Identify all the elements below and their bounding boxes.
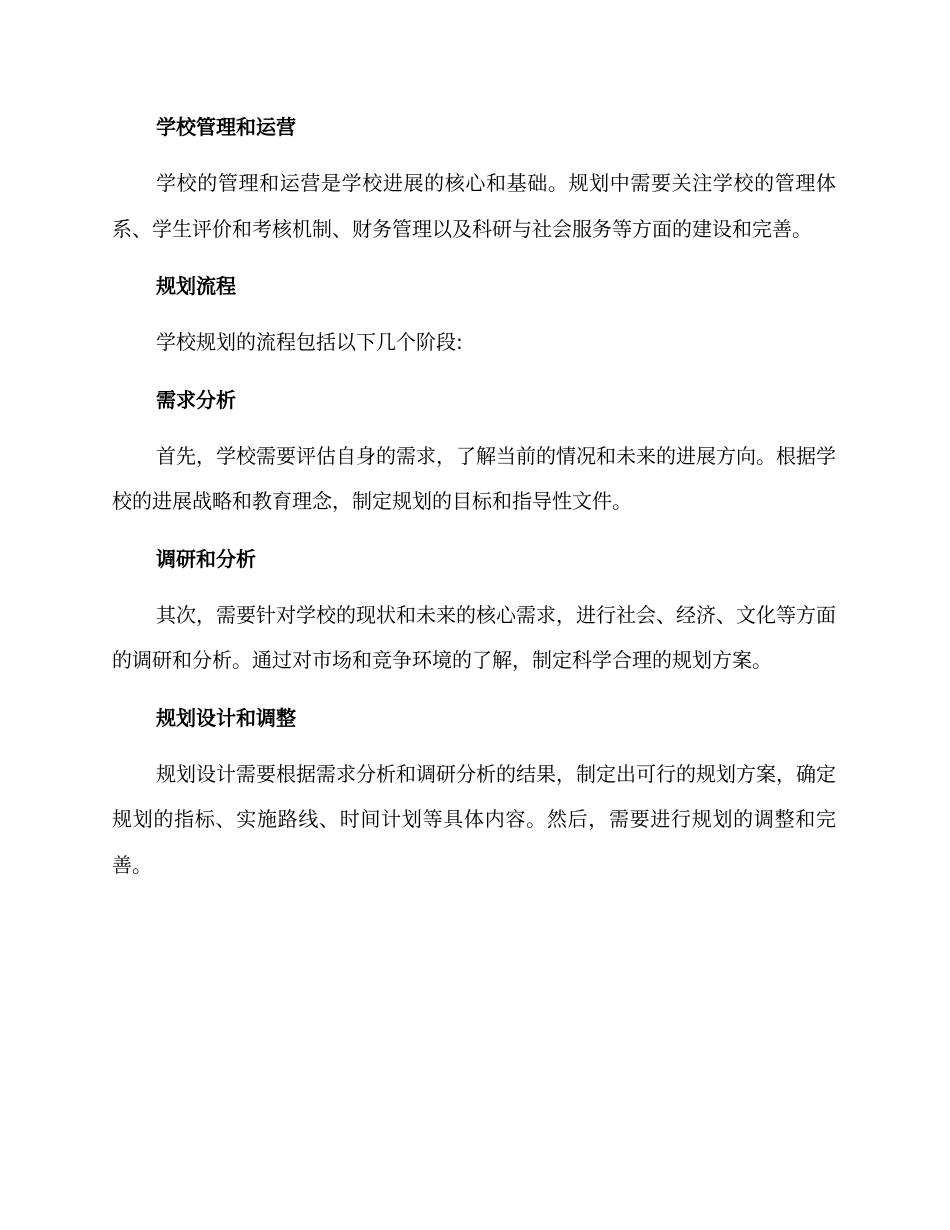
section-paragraph-design-adjustment: 规划设计需要根据需求分析和调研分析的结果，制定出可行的规划方案，确定规划的指标、实施路线、时间计划等具体内容。然后，需要进行规划的调整和完善。 [112,761,836,877]
section-heading-design-adjustment: 规划设计和调整 [156,705,296,730]
section-heading-management: 学校管理和运营 [156,115,296,139]
section-heading-research-analysis: 调研和分析 [156,546,256,571]
section-heading-planning-process: 规划流程 [156,274,236,298]
section-paragraph-needs-analysis: 首先，学校需要评估自身的需求，了解当前的情况和未来的进展方向。根据学校的进展战略和教育理念，制定规划的目标和指导性文件。 [112,443,836,513]
section-heading-needs-analysis: 需求分析 [156,387,236,412]
document-body [112,104,836,888]
section-paragraph-planning-process: 学校规划的流程包括以下几个阶段: [156,330,463,354]
section-paragraph-management: 学校的管理和运营是学校进展的核心和基础。规划中需要关注学校的管理体系、学生评价和考核机制、财务管理以及科研与社会服务等方面的建设和完善。 [112,171,836,241]
section-paragraph-research-analysis: 其次，需要针对学校的现状和未来的核心需求，进行社会、经济、文化等方面的调研和分析。通过对市场和竞争环境的了解，制定科学合理的规划方案。 [112,602,836,672]
